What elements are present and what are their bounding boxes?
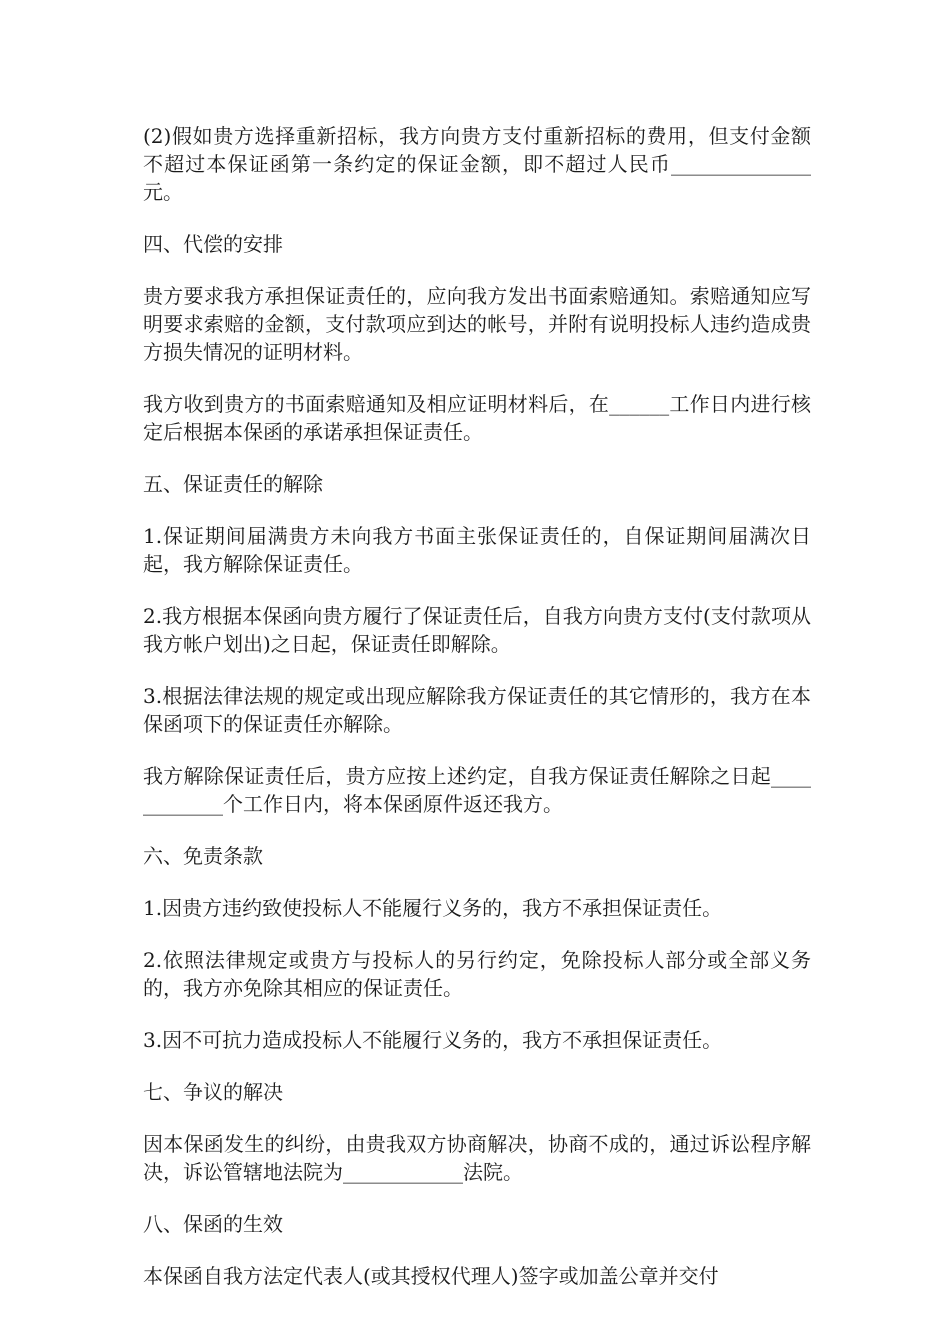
paragraph-exemption-2: 2.依照法律规定或贵方与投标人的另行约定，免除投标人部分或全部义务的，我方亦免除其相应的保证责任。 [143, 948, 811, 1000]
paragraph-dispute: 因本保函发生的纠纷，由贵我双方协商解决，协商不成的，通过诉讼程序解决，诉讼管辖地法院为____________法院。 [143, 1132, 811, 1184]
section-heading-release: 五、保证责任的解除 [143, 472, 323, 496]
section-heading-dispute: 七、争议的解决 [143, 1080, 283, 1104]
paragraph-release-2: 2.我方根据本保函向贵方履行了保证责任后，自我方向贵方支付(支付款项从我方帐户划出)之日起，保证责任即解除。 [143, 604, 811, 656]
section-heading-effectiveness: 八、保函的生效 [143, 1212, 283, 1236]
paragraph-effectiveness: 本保函自我方法定代表人(或其授权代理人)签字或加盖公章并交付 [143, 1264, 719, 1288]
paragraph-release-1: 1.保证期间届满贵方未向我方书面主张保证责任的，自保证期间届满次日起，我方解除保证责任。 [143, 524, 811, 576]
paragraph-rebid-cost: (2)假如贵方选择重新招标，我方向贵方支付重新招标的费用，但支付金额不超过本保证函第一条约定的保证金额，即不超过人民币______________元。 [143, 124, 811, 204]
paragraph-claim-notice: 贵方要求我方承担保证责任的，应向我方发出书面索赔通知。索赔通知应写明要求索赔的金额，支付款项应到达的帐号，并附有说明投标人违约造成贵方损失情况的证明材料。 [143, 284, 811, 364]
section-heading-exemption: 六、免责条款 [143, 844, 263, 868]
section-heading-compensation: 四、代偿的安排 [143, 232, 283, 256]
paragraph-return-original: 我方解除保证责任后，贵方应按上述约定，自我方保证责任解除之日起____________个工作日内，将本保函原件返还我方。 [143, 764, 811, 816]
paragraph-exemption-1: 1.因贵方违约致使投标人不能履行义务的，我方不承担保证责任。 [143, 896, 723, 920]
paragraph-exemption-3: 3.因不可抗力造成投标人不能履行义务的，我方不承担保证责任。 [143, 1028, 723, 1052]
document-body [143, 122, 811, 1314]
paragraph-release-3: 3.根据法律法规的规定或出现应解除我方保证责任的其它情形的，我方在本保函项下的保证责任亦解除。 [143, 684, 811, 736]
paragraph-verification: 我方收到贵方的书面索赔通知及相应证明材料后，在______工作日内进行核定后根据本保函的承诺承担保证责任。 [143, 392, 811, 444]
